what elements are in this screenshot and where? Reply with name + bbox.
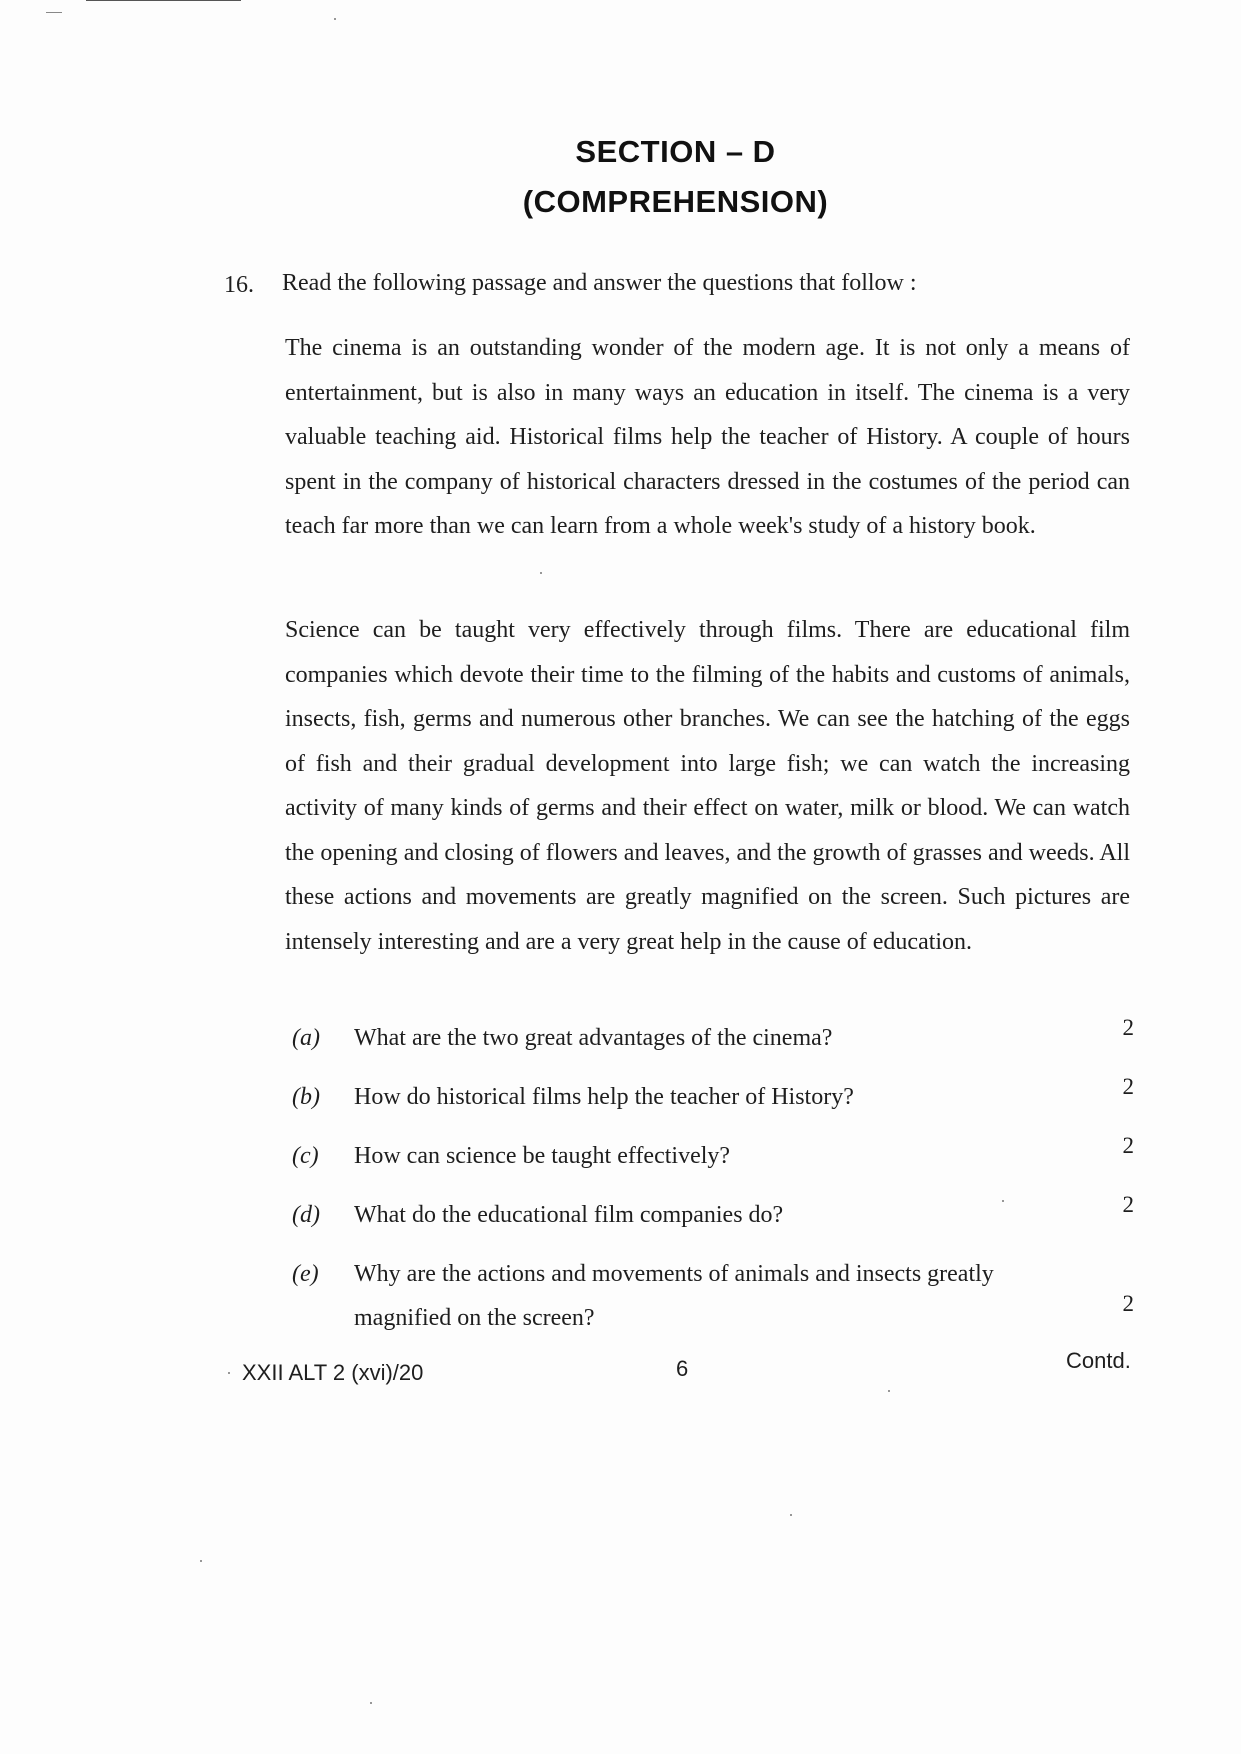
sub-question-text: How can science be taught effectively? — [354, 1143, 731, 1169]
scan-artifact-line — [86, 0, 241, 1]
sub-question-marks: 2 — [1122, 1291, 1134, 1316]
sub-question-text: How do historical films help the teacher of History? — [354, 1084, 854, 1110]
sub-question-label: (d) — [292, 1202, 320, 1228]
scan-speck — [370, 1702, 372, 1704]
sub-question-label: (a) — [292, 1025, 320, 1051]
paper-code: XXII ALT 2 (xvi)/20 — [242, 1360, 424, 1385]
section-subtitle: (COMPREHENSION) — [522, 184, 829, 219]
scan-speck — [540, 572, 542, 574]
scan-speck — [1002, 1200, 1004, 1202]
passage-paragraph-1: The cinema is an outstanding wonder of the modern age. It is not only a means of entertainment, but is also in many ways an education in itself. The cinema is a very valuable teaching aid. Historical films help the teacher of History. A couple of hours spent in the company of historical characters dressed in the costumes of the period can teach far more than we can learn from a whole week's study of a history book. — [285, 335, 1130, 539]
continued-note: Contd. — [1066, 1348, 1131, 1373]
sub-question-marks: 2 — [1122, 1133, 1134, 1158]
section-title: SECTION – D — [575, 134, 776, 169]
sub-question-marks: 2 — [1122, 1015, 1134, 1040]
sub-question-text: Why are the actions and movements of animals and insects greatly magnified on the screen? — [354, 1261, 994, 1331]
scan-artifact-dash — [46, 12, 62, 13]
sub-question-label: (b) — [292, 1084, 320, 1110]
sub-question-marks: 2 — [1122, 1074, 1134, 1099]
scan-speck — [790, 1514, 792, 1516]
sub-question-text: What do the educational film companies do? — [354, 1202, 784, 1228]
scan-speck — [888, 1390, 890, 1392]
passage-paragraph-2: Science can be taught very effectively through films. There are educational film companies which devote their time to the filming of the habits and customs of animals, insects, fish, germs and numerous other branches. We can see the hatching of the eggs of fish and their gradual development into large fish; we can watch the increasing activity of many kinds of germs and their effect on water, milk or blood. We can watch the opening and closing of flowers and leaves, and the growth of grasses and weeds. All these actions and movements are greatly magnified on the screen. Such pictures are intensely interesting and are a very great help in the cause of education. — [285, 617, 1130, 955]
question-number: 16. — [224, 272, 254, 298]
sub-question-text: What are the two great advantages of the cinema? — [354, 1025, 833, 1051]
scan-speck — [334, 18, 336, 20]
question-instruction: Read the following passage and answer the questions that follow : — [282, 270, 917, 296]
scan-speck — [228, 1372, 230, 1374]
scan-speck — [200, 1560, 202, 1562]
page-number: 6 — [676, 1356, 689, 1381]
sub-question-marks: 2 — [1122, 1192, 1134, 1217]
sub-question-label: (e) — [292, 1261, 319, 1287]
sub-question-label: (c) — [292, 1143, 319, 1169]
